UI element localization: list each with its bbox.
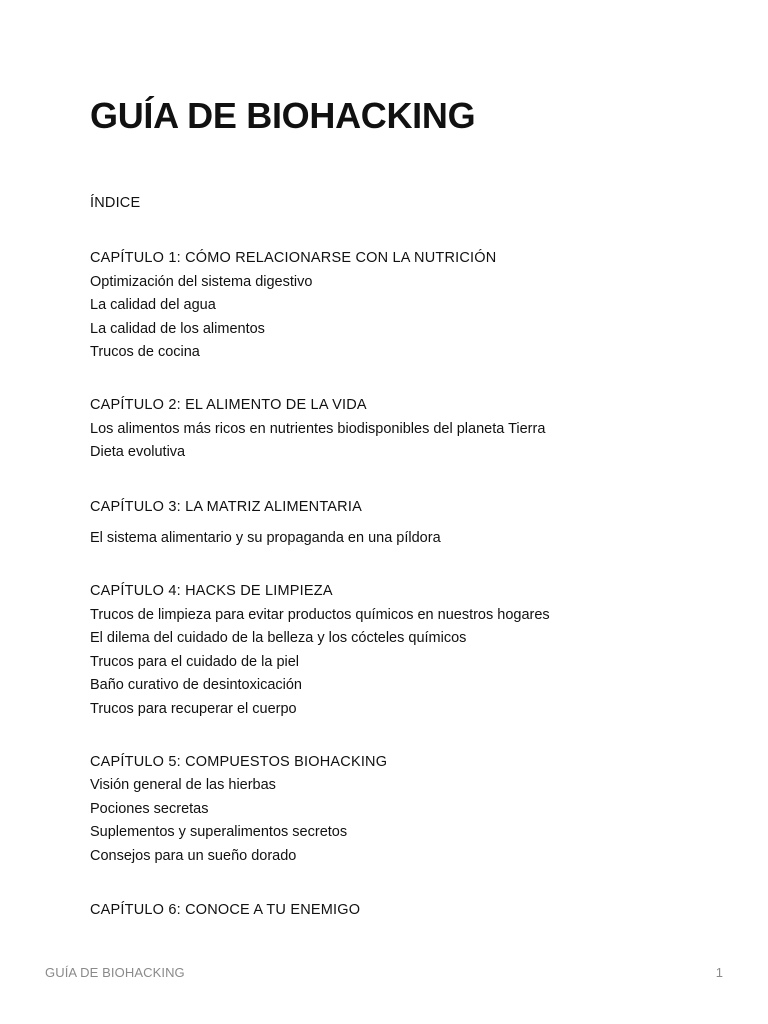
chapter-2 [90,394,730,464]
section-item: La calidad del agua [90,297,216,314]
chapter-5 [90,751,730,868]
document-title: GUÍA DE BIOHACKING [90,95,476,136]
section-item: Visión general de las hierbas [90,777,276,794]
section-item: Trucos de limpieza para evitar productos químicos en nuestros hogares [90,606,550,623]
page-number: 1 [715,965,723,980]
chapter-title: CAPÍTULO 6: CONOCE A TU ENEMIGO [90,901,361,918]
chapter-1 [90,247,730,364]
section-item: Optimización del sistema digestivo [90,273,313,290]
section-item: El dilema del cuidado de la belleza y los cócteles químicos [90,630,467,647]
chapter-title: CAPÍTULO 1: CÓMO RELACIONARSE CON LA NUTRICIÓN [90,250,497,267]
section-item: La calidad de los alimentos [90,320,265,337]
chapter-4 [90,580,730,720]
table-of-contents [90,192,730,922]
section-item: Trucos para el cuidado de la piel [90,653,300,670]
section-list [90,527,730,550]
section-item: El sistema alimentario y su propaganda en una píldora [90,530,441,547]
section-list [90,418,730,465]
chapter-3 [90,496,730,551]
section-item: Los alimentos más ricos en nutrientes biodisponibles del planeta Tierra [90,420,546,437]
section-item: Dieta evolutiva [90,444,186,461]
chapter-title: CAPÍTULO 2: EL ALIMENTO DE LA VIDA [90,397,367,414]
chapter-6 [90,899,730,922]
section-item: Trucos de cocina [90,344,200,361]
section-item: Pociones secretas [90,800,209,817]
section-item: Consejos para un sueño dorado [90,847,297,864]
section-list [90,271,730,365]
toc-heading: ÍNDICE [90,195,141,211]
footer-title: GUÍA DE BIOHACKING [45,965,185,980]
section-item: Baño curativo de desintoxicación [90,677,302,694]
section-item: Trucos para recuperar el cuerpo [90,700,297,717]
chapter-title: CAPÍTULO 4: HACKS DE LIMPIEZA [90,583,333,600]
chapter-title: CAPÍTULO 3: LA MATRIZ ALIMENTARIA [90,498,362,515]
section-list [90,774,730,868]
chapter-title: CAPÍTULO 5: COMPUESTOS BIOHACKING [90,753,388,770]
section-item: Suplementos y superalimentos secretos [90,824,348,841]
section-list [90,604,730,721]
